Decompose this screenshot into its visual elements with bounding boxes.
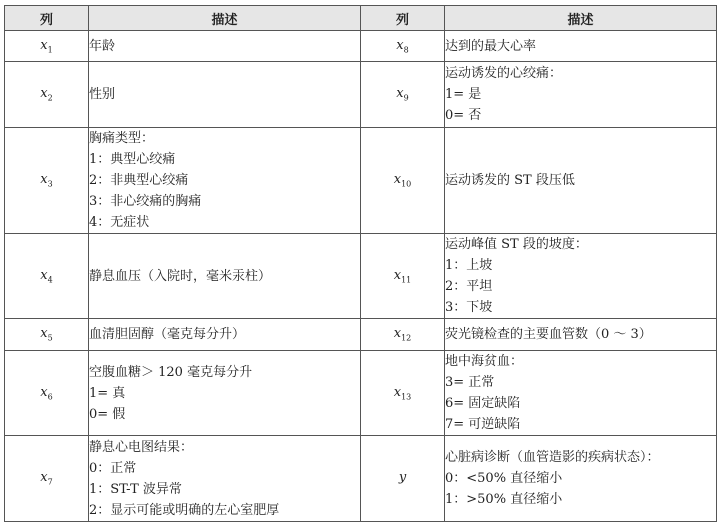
table-row <box>5 234 717 319</box>
description-cell <box>445 351 717 436</box>
variable-name: x <box>393 326 402 342</box>
variable-name: x <box>40 470 48 486</box>
variable-name: x <box>396 86 404 102</box>
variable-subscript: 4 <box>47 275 53 285</box>
description-cell <box>89 234 361 319</box>
table-row <box>5 62 717 128</box>
variable-cell <box>361 319 445 351</box>
variable-subscript: 9 <box>403 93 409 103</box>
description-cell <box>445 128 717 234</box>
description-cell <box>445 31 717 62</box>
variable-cell <box>361 234 445 319</box>
description-line: 1：上坡 <box>445 258 493 273</box>
variable-name: x <box>393 267 402 283</box>
description-line: 0= 假 <box>89 406 126 422</box>
description-line: 静息心电图结果： <box>89 439 194 455</box>
description-line: 3：非心绞痛的胸痛 <box>89 194 202 209</box>
variable-subscript: 12 <box>401 333 412 343</box>
table-row <box>5 128 717 234</box>
variable-name: x <box>393 384 402 400</box>
description-line: 0= 否 <box>445 108 482 123</box>
variable-name: x <box>40 326 48 342</box>
description-line: 运动诱发的 ST 段压低 <box>445 173 575 188</box>
variable-subscript: 5 <box>47 333 53 343</box>
variable-subscript: 1 <box>47 45 53 55</box>
variable-description-table <box>4 5 717 522</box>
description-line: 2：非典型心绞痛 <box>89 173 189 188</box>
description-cell <box>89 31 361 62</box>
variable-subscript: 6 <box>47 392 53 402</box>
description-line: 2：平坦 <box>445 279 493 294</box>
description-line: 地中海贫血： <box>445 354 524 369</box>
description-cell <box>89 319 361 351</box>
variable-name: x <box>40 86 48 102</box>
variable-cell <box>5 436 89 522</box>
description-line: 1：ST-T 波异常 <box>89 481 182 497</box>
description-line: 1：典型心绞痛 <box>89 152 176 167</box>
variable-name: x <box>396 37 404 53</box>
description-line: 0：<50% 直径缩小 <box>445 471 563 486</box>
description-line: 3= 正常 <box>445 375 495 390</box>
description-cell <box>445 436 717 522</box>
description-line: 2：显示可能或明确的左心室肥厚 <box>89 502 280 518</box>
description-cell <box>89 436 361 522</box>
variable-cell <box>5 319 89 351</box>
table-row <box>5 436 717 522</box>
variable-subscript: 7 <box>47 477 53 487</box>
description-line: 空腹血糖＞ 120 毫克每分升 <box>89 364 253 380</box>
variable-cell <box>361 128 445 234</box>
table-row <box>5 31 717 62</box>
description-line: 3：下坡 <box>445 300 493 315</box>
variable-subscript: 2 <box>47 93 53 103</box>
description-cell <box>445 62 717 128</box>
description-line: 胸痛类型： <box>89 131 155 146</box>
header-desc-left: 描述 <box>89 6 361 31</box>
variable-cell <box>5 31 89 62</box>
header-desc-right: 描述 <box>445 6 717 31</box>
description-line: 心脏病诊断（血管造影的疾病状态）： <box>445 450 660 465</box>
table-body <box>5 31 717 522</box>
description-line: 7= 可逆缺陷 <box>445 417 521 432</box>
variable-subscript: 3 <box>47 179 53 189</box>
description-line: 性别 <box>89 87 116 102</box>
description-cell <box>445 234 717 319</box>
description-line: 达到的最大心率 <box>445 38 537 54</box>
variable-subscript: 13 <box>401 392 412 402</box>
variable-subscript: 10 <box>401 179 412 189</box>
description-line: 运动诱发的心绞痛： <box>445 66 563 81</box>
description-cell <box>89 128 361 234</box>
description-line: 1= 真 <box>89 385 126 401</box>
description-line: 运动峰值 ST 段的坡度： <box>445 237 588 252</box>
description-line: 6= 固定缺陷 <box>445 396 521 411</box>
variable-subscript: 8 <box>403 45 409 55</box>
description-line: 1：>50% 直径缩小 <box>445 492 563 507</box>
description-line: 血清胆固醇（毫克每分升） <box>89 327 246 342</box>
variable-cell <box>361 436 445 522</box>
variable-cell <box>5 234 89 319</box>
variable-name: x <box>40 37 48 53</box>
description-cell <box>445 319 717 351</box>
table-row <box>5 319 717 351</box>
variable-cell <box>361 351 445 436</box>
header-col-right: 列 <box>361 6 445 31</box>
description-cell <box>89 62 361 128</box>
description-line: 0：正常 <box>89 460 137 476</box>
table-row <box>5 351 717 436</box>
description-line: 年龄 <box>89 38 116 54</box>
variable-name: y <box>398 470 407 486</box>
variable-subscript: 11 <box>401 275 412 285</box>
header-row <box>5 6 717 31</box>
variable-name: x <box>40 172 48 188</box>
variable-cell <box>5 351 89 436</box>
description-line: 静息血压（入院时，毫米汞柱） <box>89 268 272 284</box>
variable-cell <box>361 31 445 62</box>
variable-cell <box>5 62 89 128</box>
description-line: 1= 是 <box>445 87 482 102</box>
variable-name: x <box>393 172 402 188</box>
variable-name: x <box>40 384 48 400</box>
variable-cell <box>361 62 445 128</box>
variable-cell <box>5 128 89 234</box>
description-cell <box>89 351 361 436</box>
description-line: 4：无症状 <box>89 215 150 230</box>
header-col-left: 列 <box>5 6 89 31</box>
description-line: 荧光镜检查的主要血管数（0 ～ 3） <box>445 327 652 342</box>
variable-name: x <box>40 267 48 283</box>
